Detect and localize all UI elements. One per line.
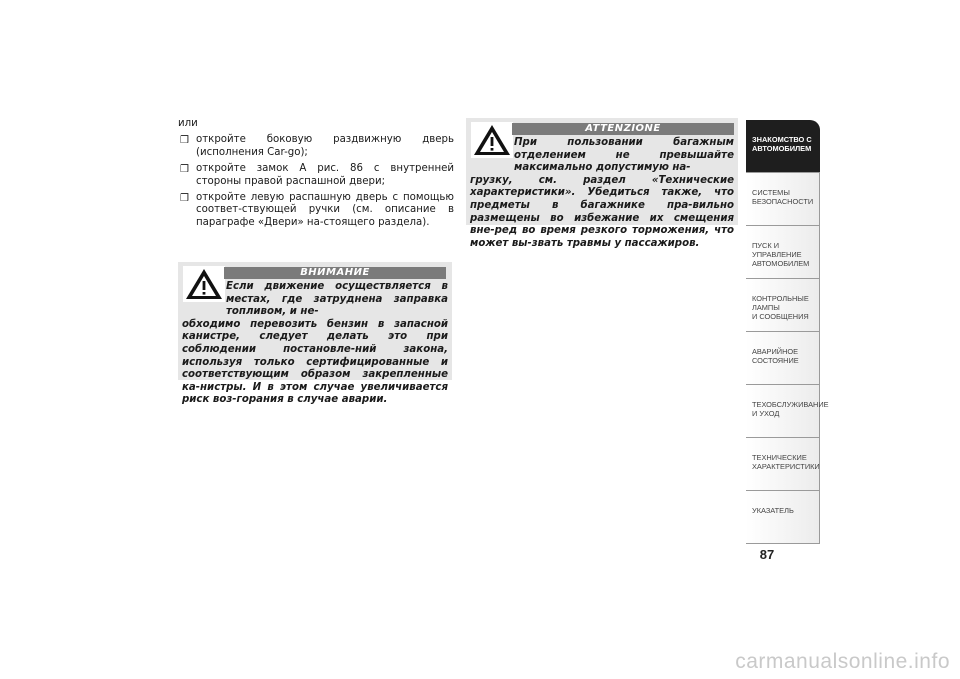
- tab-safety[interactable]: [746, 173, 820, 226]
- list-item-text: откройте левую распашную дверь с помощью соответ-ствующей ручки (см. описание в параграфе «Двери» на-стоящего раздела).: [196, 192, 454, 228]
- list-item-text: откройте замок А рис. 86 с внутренней стороны правой распашной двери;: [196, 163, 454, 187]
- checkbox-bullet-icon: ❒: [180, 193, 189, 205]
- checkbox-bullet-icon: ❒: [180, 164, 189, 176]
- warning-title: ВНИМАНИЕ: [224, 267, 446, 279]
- tab-label: ТЕХНИЧЕСКИЕ ХАРАКТЕРИСТИКИ: [752, 453, 820, 471]
- warning-text-first: При пользовании багажным отделением не превышайте максимально допустимую на-: [514, 137, 734, 174]
- warning-text-rest: обходимо перевозить бензин в запасной канистре, следует делать это при соблюдении постановле-ний закона, используя только сертифицированные и соответствующим образом закрепленные ка-нистры. И в этом случае увеличивается риск воз-горания в случае аварии.: [182, 318, 448, 406]
- watermark: carmanualsonline.info: [735, 650, 950, 673]
- tab-label: ТЕХОБСЛУЖИВАНИЕ И УХОД: [752, 400, 829, 418]
- body-text: [178, 118, 454, 233]
- list-item: [178, 192, 454, 229]
- tab-label: КОНТРОЛЬНЫЕ ЛАМПЫ И СООБЩЕНИЯ: [752, 294, 809, 321]
- warning-box-luggage: [466, 118, 738, 249]
- warning-text-rest: грузку, см. раздел «Технические характеристики». Убедиться также, что предметы в багажнике пра-вильно размещены во избежание их смещения вне-ред во время резкого торможения, что может вы-звать травмы у пассажиров.: [470, 174, 734, 249]
- warning-box-fuel: [178, 262, 452, 406]
- warning-text: [470, 137, 734, 250]
- lead-text: или: [178, 118, 198, 129]
- tab-label: ЗНАКОМСТВО С АВТОМОБИЛЕМ: [752, 135, 812, 153]
- tab-label: АВАРИЙНОЕ СОСТОЯНИЕ: [752, 347, 799, 365]
- tab-emergency[interactable]: [746, 332, 820, 385]
- section-tabs: [746, 120, 829, 544]
- tab-technical-specs[interactable]: [746, 438, 820, 491]
- tab-index[interactable]: [746, 491, 820, 544]
- list-item-text: откройте боковую раздвижную дверь (исполнения Car-go);: [196, 134, 454, 158]
- tab-warning-lights[interactable]: [746, 279, 820, 332]
- list-item: [178, 134, 454, 159]
- list-item: [178, 163, 454, 188]
- tab-starting-driving[interactable]: [746, 226, 820, 279]
- tab-maintenance[interactable]: [746, 385, 829, 438]
- warning-text-first: Если движение осуществляется в местах, где затруднена заправка топливом, и не-: [226, 281, 448, 318]
- tab-label: СИСТЕМЫ БЕЗОПАСНОСТИ: [752, 188, 814, 206]
- checkbox-bullet-icon: ❒: [180, 135, 189, 147]
- tab-label: ПУСК И УПРАВЛЕНИЕ АВТОМОБИЛЕМ: [752, 241, 810, 268]
- page-number: 87: [759, 547, 775, 562]
- warning-title: ATTENZIONE: [512, 123, 734, 135]
- tab-introduction[interactable]: [746, 120, 820, 173]
- tab-label: УКАЗАТЕЛЬ: [752, 506, 794, 515]
- warning-text: [182, 281, 448, 407]
